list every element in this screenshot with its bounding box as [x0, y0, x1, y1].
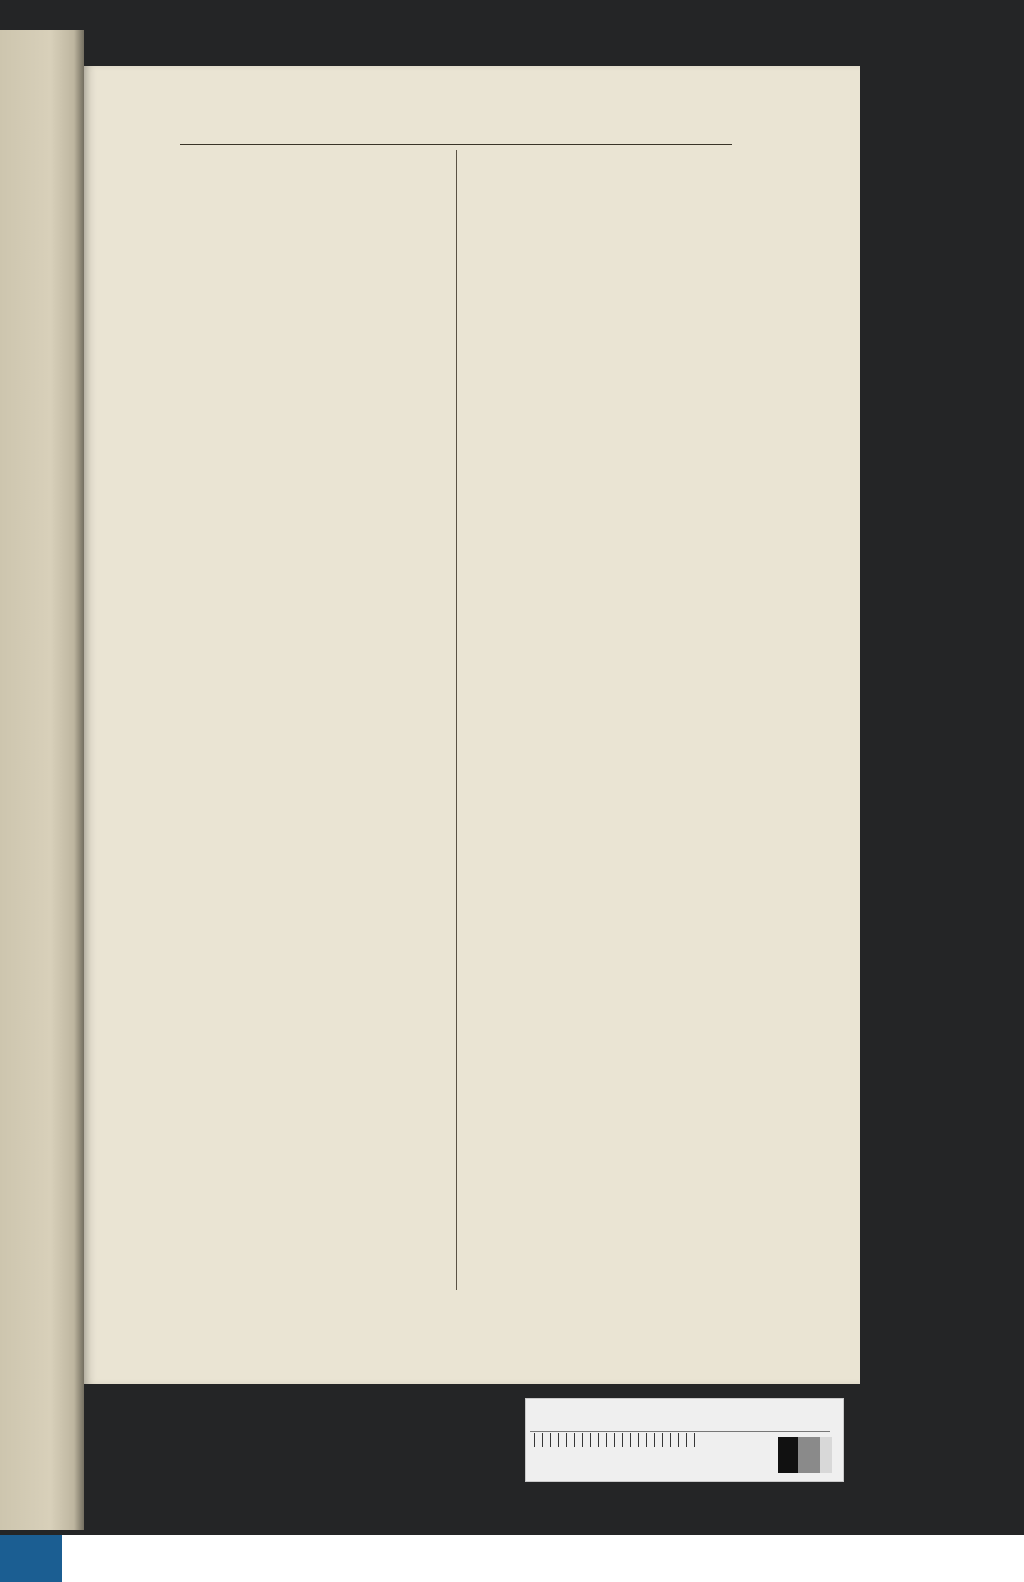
column-divider — [456, 150, 457, 1290]
card-divider — [530, 1431, 830, 1432]
library-color-card — [525, 1398, 844, 1482]
gray-swatch-black — [778, 1437, 798, 1473]
viewer-footer-bar — [0, 1535, 1024, 1582]
gray-swatch-light — [820, 1437, 832, 1473]
header-rule — [180, 144, 732, 145]
gray-swatch-mid — [798, 1437, 820, 1473]
ruler-lower-band — [534, 1447, 702, 1461]
book-page — [84, 66, 860, 1384]
dfg-logo[interactable] — [0, 1535, 62, 1582]
running-head — [84, 118, 860, 144]
gutter-shadow — [74, 30, 84, 1530]
left-page-remnant — [0, 30, 84, 1530]
